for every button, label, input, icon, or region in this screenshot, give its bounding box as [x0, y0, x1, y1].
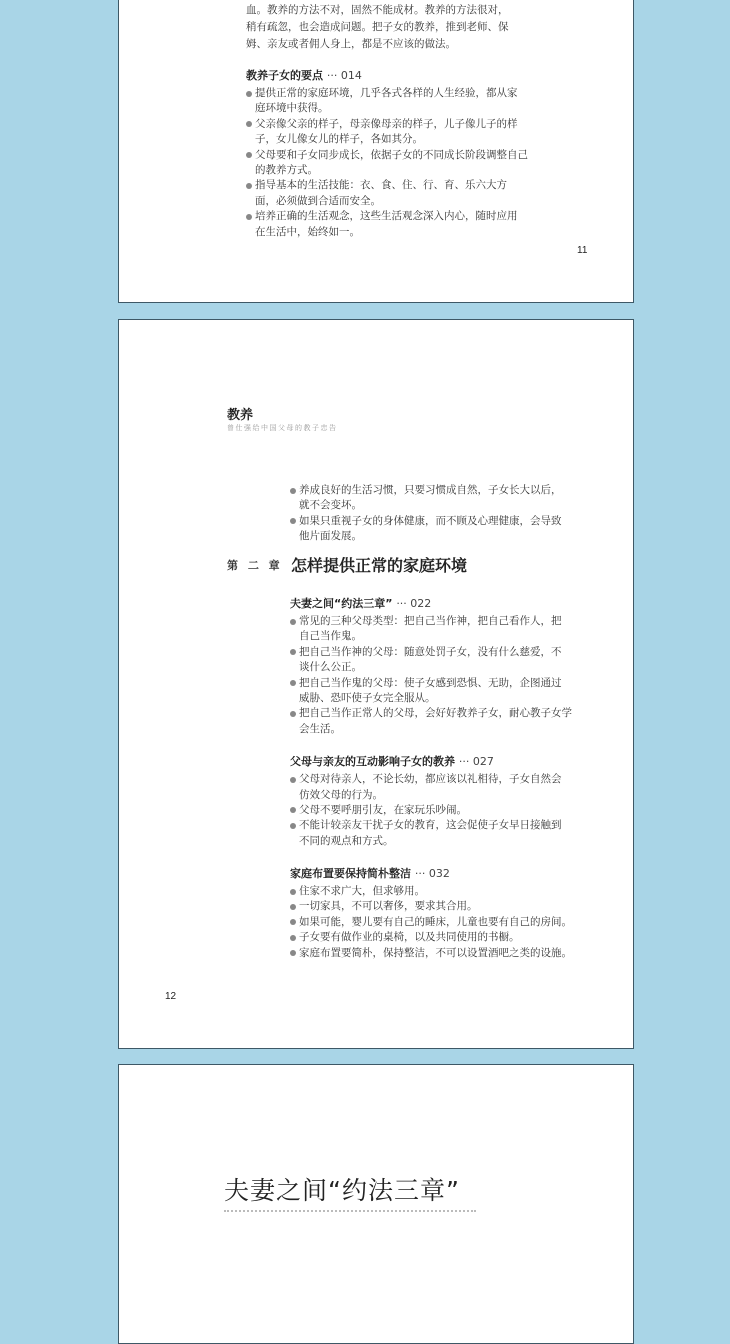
- section-page-ref: ··· 022: [396, 597, 432, 610]
- section-page-ref: ··· 014: [326, 69, 362, 82]
- bullet-item: [246, 117, 528, 132]
- bullet-text: 住家不求广大，但求够用。: [299, 885, 425, 898]
- bullet-item: [290, 946, 572, 961]
- bullet-text: 父亲像父亲的样子，母亲像母亲的样子，儿子像儿子的样: [255, 117, 518, 130]
- bullet-item: [290, 772, 572, 787]
- section-heading: 夫妻之间“约法三章”: [224, 1176, 460, 1205]
- bullet-text: 如果只重视子女的身体健康，而不顾及心理健康，会导致: [299, 514, 562, 527]
- bullet-item: [290, 514, 562, 529]
- chapter-label: 第 二 章: [227, 559, 283, 572]
- section-title: 父母与亲友的互动影响子女的教养: [290, 755, 455, 769]
- bullet-icon: [290, 904, 296, 910]
- bullet-icon: [290, 777, 296, 783]
- spacer: [290, 849, 572, 865]
- bullet-item: [290, 884, 572, 899]
- bullet-text: 父母对待亲人，不论长幼，都应该以礼相待，子女自然会: [299, 773, 562, 786]
- bullet-icon: [290, 619, 296, 625]
- bullet-item: [290, 483, 562, 498]
- bullet-continuation: 不同的观点和方式。: [299, 834, 394, 847]
- bullet-icon: [290, 807, 296, 813]
- bullet-item: [246, 209, 528, 224]
- bullet-continuation: 仿效父母的行为。: [299, 788, 383, 801]
- bullet-continuation: 子，女儿像女儿的样子，各如其分。: [255, 133, 423, 146]
- bullet-icon: [246, 152, 252, 158]
- book-page-12: [118, 319, 634, 1049]
- bullet-icon: [290, 889, 296, 895]
- section-title: 教养子女的要点: [246, 69, 323, 82]
- carry-over-bullets: [290, 483, 562, 545]
- section-title: 家庭布置要保持简朴整洁: [290, 867, 411, 881]
- bullet-item: [290, 614, 572, 629]
- dotted-divider: [224, 1210, 476, 1212]
- paragraph-line: 姆、亲友或者佣人身上，都是不应该的做法。: [246, 38, 456, 50]
- bullet-icon: [290, 823, 296, 829]
- bullet-text: 培养正确的生活观念，这些生活观念深入内心，随时应用: [255, 210, 518, 223]
- bullet-icon: [246, 91, 252, 97]
- bullet-icon: [290, 711, 296, 717]
- chapter-title: 怎样提供正常的家庭环境: [291, 556, 468, 575]
- bullet-item: [290, 818, 572, 833]
- page-11-text: [246, 2, 528, 240]
- bullet-continuation: 就不会变坏。: [299, 499, 362, 512]
- bullet-item: [290, 915, 572, 930]
- intro-paragraph: [246, 2, 528, 53]
- section-heading: [290, 865, 572, 883]
- book-page-13: [118, 1064, 634, 1344]
- bullet-text: 养成良好的生活习惯，只要习惯成自然，子女长大以后，: [299, 484, 562, 496]
- bullet-text: 指导基本的生活技能：衣、食、住、行、育、乐六大方: [255, 179, 507, 192]
- section-page-ref: ··· 027: [458, 755, 494, 769]
- bullet-text: 父母要和子女同步成长，依据子女的不同成长阶段调整自己: [255, 148, 528, 161]
- bullet-item: [290, 676, 572, 691]
- bullet-item: [290, 803, 572, 818]
- bullet-text: 把自己当作鬼的父母：使子女感到恐惧、无助，企图通过: [299, 676, 562, 689]
- bullet-text: 不能计较亲友干扰子女的教育，这会促使子女早日接触到: [299, 819, 562, 832]
- bullet-text: 提供正常的家庭环境，几乎各式各样的人生经验，都从家: [255, 87, 518, 99]
- bullet-text: 家庭布置要简朴，保持整洁，不可以设置酒吧之类的设施。: [299, 946, 572, 959]
- spacer: [290, 737, 572, 753]
- paragraph-line: 稍有疏忽，也会造成问题。把子女的教养，推到老师、保: [246, 21, 509, 33]
- page-number: 11: [577, 245, 588, 256]
- bullet-item: [290, 645, 572, 660]
- paragraph-line: 血。教养的方法不对，固然不能成材。教养的方法很对，: [246, 4, 509, 16]
- bullet-item: [290, 899, 572, 914]
- bullet-icon: [290, 488, 296, 494]
- bullet-continuation: 谈什么公正。: [299, 661, 362, 674]
- bullet-text: 一切家具，不可以奢侈，要求其合用。: [299, 900, 478, 913]
- bullet-text: 常见的三种父母类型：把自己当作神，把自己看作人，把: [299, 615, 562, 627]
- bullet-icon: [290, 680, 296, 686]
- bullet-continuation: 面，必须做到合适而安全。: [255, 194, 381, 207]
- spacer: [246, 53, 528, 67]
- bullet-text: 子女要有做作业的桌椅，以及共同使用的书橱。: [299, 931, 520, 944]
- bullet-item: [290, 706, 572, 721]
- bullet-icon: [290, 518, 296, 524]
- bullet-continuation: 庭环境中获得。: [255, 102, 329, 115]
- bullet-continuation: 的教养方式。: [255, 163, 318, 176]
- bullet-continuation: 自己当作鬼。: [299, 630, 362, 643]
- bullet-icon: [246, 183, 252, 189]
- page-number: 12: [165, 991, 177, 1002]
- bullet-continuation: 在生活中，始终如一。: [255, 225, 360, 238]
- running-subtitle: 曾仕强给中国父母的教子忠告: [227, 424, 338, 432]
- bullet-continuation: 威胁、恐吓使子女完全服从。: [299, 691, 436, 704]
- bullet-item: [290, 930, 572, 945]
- bullet-icon: [290, 935, 296, 941]
- section-heading: [290, 753, 572, 771]
- bullet-text: 父母不要呼朋引友，在家玩乐吵闹。: [299, 803, 467, 816]
- bullet-item: [246, 178, 528, 193]
- bullet-continuation: 他片面发展。: [299, 530, 362, 543]
- section-heading: [290, 595, 572, 613]
- bullet-text: 如果可能，婴儿要有自己的睡床，儿童也要有自己的房间。: [299, 915, 572, 928]
- bullet-icon: [290, 919, 296, 925]
- bullet-text: 把自己当作正常人的父母，会好好教养子女，耐心教子女学: [299, 707, 572, 720]
- bullet-item: [246, 148, 528, 163]
- bullet-icon: [246, 121, 252, 127]
- bullet-icon: [246, 214, 252, 220]
- section-page-ref: ··· 032: [414, 867, 450, 881]
- bullet-text: 把自己当作神的父母：随意处罚子女，没有什么慈爱，不: [299, 645, 562, 658]
- running-title: 教养: [227, 408, 254, 423]
- bullet-continuation: 会生活。: [299, 722, 341, 735]
- bullet-icon: [290, 950, 296, 956]
- bullet-item: [246, 86, 528, 101]
- section-title: 夫妻之间“约法三章”: [290, 597, 393, 610]
- chapter-sections: [290, 595, 572, 961]
- book-page-11: [118, 0, 634, 303]
- bullet-icon: [290, 649, 296, 655]
- section-heading: [246, 67, 528, 85]
